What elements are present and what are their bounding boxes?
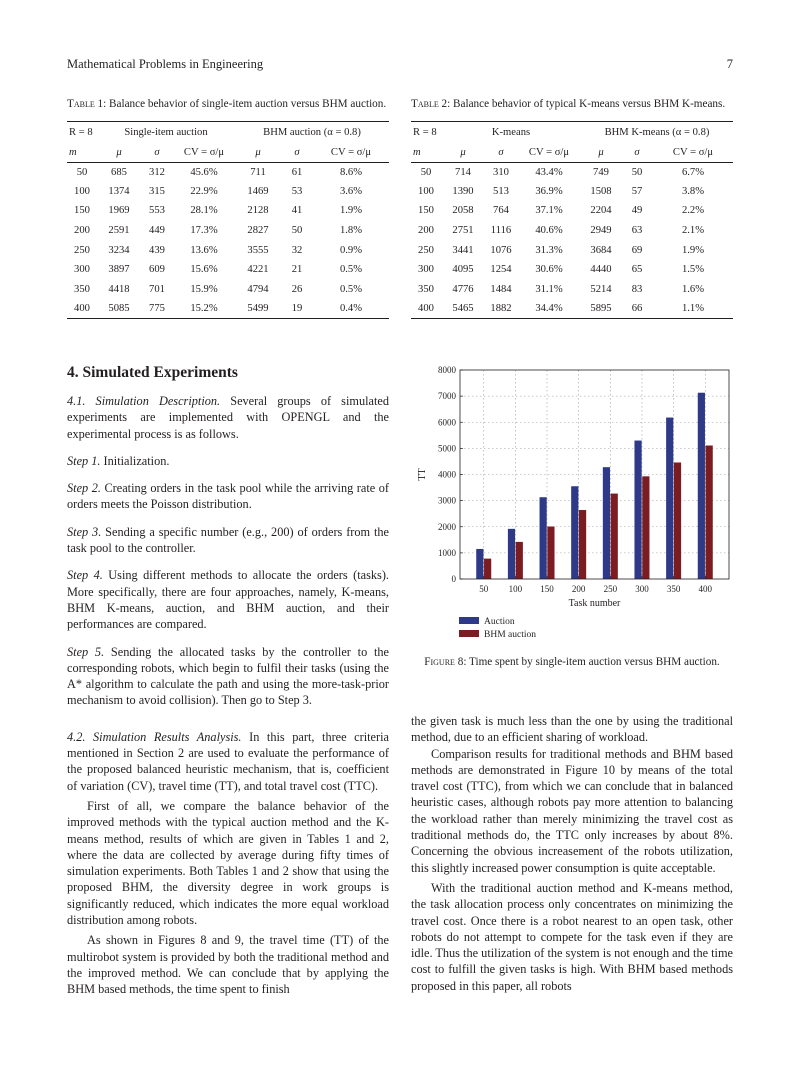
bar-auction	[508, 529, 515, 579]
table2-cell: 40.6%	[535, 225, 563, 237]
table1-group-header	[67, 121, 389, 143]
table1-block	[67, 97, 389, 319]
bar-auction	[571, 486, 578, 579]
table1-column-header	[67, 143, 389, 162]
legend-swatch-bhm-auction	[459, 630, 479, 637]
bar-bhm-auction	[484, 559, 491, 579]
subsection-4-1-text: Several groups of simulated experiments are implemented with OPENGL and the experimental process is as follows.	[67, 394, 389, 441]
table1-cell: 17.3%	[190, 225, 218, 237]
bar-auction	[634, 441, 641, 579]
table2-col-sigma2: σ	[621, 143, 653, 162]
step-1	[67, 453, 389, 469]
journal-title: Mathematical Problems in Engineering	[67, 57, 264, 71]
table1-group-2: BHM auction (α = 0.8)	[235, 121, 389, 143]
section-title: 4. Simulated Experiments	[67, 364, 238, 381]
step-5	[67, 644, 389, 709]
table1-cell: 53	[291, 185, 303, 197]
table1-cell: 315	[149, 185, 165, 197]
table2-row	[411, 299, 733, 319]
table2-cell: 49	[631, 205, 643, 217]
table1-cell: 1374	[108, 185, 130, 197]
table2-cell: 749	[593, 166, 609, 178]
table2-cell: 1116	[490, 225, 512, 237]
table2-cell: 1882	[485, 299, 517, 319]
figure8-chart	[411, 362, 733, 652]
table1-cell: 1.8%	[339, 225, 363, 237]
table1-cell: 41	[291, 205, 303, 217]
bar-auction	[476, 549, 483, 579]
table2-row	[411, 221, 733, 241]
table1-cell: 2128	[247, 205, 269, 217]
table1-cell: 13.6%	[190, 244, 218, 256]
table2-cell: 37.1%	[535, 205, 563, 217]
table2-cell: 31.1%	[535, 283, 563, 295]
table2-cell: 3684	[590, 244, 612, 256]
step-5-text: Sending the allocated tasks by the controller to the corresponding robots, which begin to fulfil their tasks (using the A* algorithm to calculate the path and using the more-task-prior mechanism to avoid collision). Then go to Step 3.	[67, 644, 390, 708]
step-3-label: Step 3.	[67, 524, 102, 539]
legend-label-bhm-auction: BHM auction	[484, 630, 536, 640]
table2-cell: 83	[631, 283, 643, 295]
table1-caption	[67, 97, 389, 112]
table1-col-sigma: σ	[141, 143, 173, 162]
table1-cell: 250	[74, 244, 90, 256]
table1-cell: 5085	[97, 299, 141, 319]
bar-bhm-auction	[579, 510, 586, 579]
table1-cell: 1469	[247, 185, 269, 197]
table2-cell: 300	[418, 264, 434, 276]
table1-cell: 449	[149, 225, 165, 237]
table2-cell: 4095	[452, 264, 474, 276]
x-tick-label: 100	[508, 584, 523, 594]
table2-cell: 3441	[452, 244, 474, 256]
table2-group-header	[411, 121, 733, 143]
figure8-caption	[411, 656, 733, 668]
table1-cell: 15.9%	[190, 283, 218, 295]
table2-cell: 400	[411, 299, 441, 319]
table2-col-sigma: σ	[485, 143, 517, 162]
x-tick-label: 400	[698, 584, 713, 594]
table2-cell: 350	[418, 283, 434, 295]
table1-cell: 0.5%	[339, 264, 363, 276]
bar-auction	[666, 418, 673, 579]
subsection-4-1	[67, 393, 389, 442]
table1-cell: 312	[149, 166, 165, 178]
table1-cell: 4794	[247, 283, 269, 295]
table2-cell: 2751	[452, 225, 474, 237]
table1-cell: 21	[291, 264, 303, 276]
table1-cell: 28.1%	[190, 205, 218, 217]
step-4-label: Step 4.	[67, 568, 103, 583]
step-1-label: Step 1.	[67, 453, 101, 468]
left-column-text	[67, 393, 389, 998]
table1-label: Table 1:	[67, 98, 107, 110]
step-3	[67, 524, 389, 557]
table1-cell: 350	[74, 283, 90, 295]
bar-auction	[540, 497, 547, 579]
step-2	[67, 480, 389, 513]
subsection-4-2-heading: 4.2. Simulation Results Analysis.	[67, 729, 242, 744]
table2-cell: 5465	[441, 299, 485, 319]
table1-cell: 4418	[108, 283, 130, 295]
table1-cell: 1.9%	[339, 205, 363, 217]
table1-cell: 300	[74, 264, 90, 276]
table1-cell: 2591	[108, 225, 130, 237]
bar-bhm-auction	[516, 542, 523, 579]
table1-group-1: Single-item auction	[97, 121, 235, 143]
y-tick-label: 3000	[438, 495, 456, 506]
table2-col-cv2: CV = σ/μ	[653, 143, 733, 162]
table1-cell: 400	[67, 299, 97, 319]
table1-cell: 711	[250, 166, 266, 178]
table1-cell: 100	[74, 185, 90, 197]
step-5-label: Step 5.	[67, 644, 105, 659]
y-tick-label: 4000	[438, 469, 456, 480]
table1-row	[67, 221, 389, 241]
step-4	[67, 567, 389, 632]
table1-cell: 3897	[108, 264, 130, 276]
table2-cell: 65	[631, 264, 643, 276]
table1-cell: 0.5%	[339, 283, 363, 295]
table2-cell: 4440	[590, 264, 612, 276]
table1-cell: 2827	[247, 225, 269, 237]
subsection-4-2-text: In this part, three criteria mentioned in Section 2 are used to evaluate the performance of the proposed balanced heuristic mechanism, that is, coefficient of variation (CV), travel time (TT), and total travel cost (TTC).	[67, 729, 389, 793]
table1-cell: 19	[281, 299, 313, 319]
y-tick-label: 2000	[438, 521, 456, 532]
x-tick-label: 200	[571, 584, 586, 594]
table2-cell: 50	[420, 166, 432, 178]
table1-caption-text: Balance behavior of single-item auction versus BHM auction.	[109, 98, 387, 110]
table2-body	[411, 162, 733, 319]
table1-col-cv: CV = σ/μ	[173, 143, 235, 162]
table1-cell: 8.6%	[339, 166, 363, 178]
table1-cell: 3.6%	[339, 185, 363, 197]
bar-bhm-auction	[642, 476, 649, 579]
legend-label-auction: Auction	[484, 617, 515, 627]
y-tick-label: 1000	[438, 547, 456, 558]
table2-cell: 310	[493, 166, 509, 178]
table2-cell: 150	[418, 205, 434, 217]
y-tick-label: 8000	[438, 365, 456, 375]
table2-row	[411, 260, 733, 280]
table2-cell: 6.7%	[681, 166, 705, 178]
table2-group-1: K-means	[441, 121, 581, 143]
table1-row	[67, 280, 389, 300]
y-axis-label: TT	[417, 468, 428, 481]
table1-cell: 45.6%	[190, 166, 218, 178]
table1-cell: 3234	[108, 244, 130, 256]
paragraph-utilization: With the traditional auction method and K-means method, the task allocation process only concentrates on minimizing the travel cost. Once there is a robot nearest to an open task, other robots do not attempt to compete for the task even if they are idle. Thus the utilization of the system is not enough and the time cost to fulfill the given tasks is high. With BHM based methods proposed in this paper, all robots	[411, 880, 733, 993]
table2-r-label: R = 8	[411, 121, 441, 143]
table2-cell: 1.5%	[681, 264, 705, 276]
table2-cell: 1.1%	[653, 299, 733, 319]
table2-col-mu: μ	[441, 143, 485, 162]
bar-bhm-auction	[611, 494, 618, 579]
table2-cell: 1254	[490, 264, 512, 276]
table2-cell: 714	[455, 166, 471, 178]
table2-cell: 2949	[590, 225, 612, 237]
table1-row	[67, 201, 389, 221]
x-tick-label: 250	[603, 584, 618, 594]
table2-cell: 2204	[590, 205, 612, 217]
table1-cell: 1969	[108, 205, 130, 217]
running-head	[67, 57, 733, 75]
table2-cell: 1484	[490, 283, 512, 295]
table2-label: Table 2:	[411, 98, 451, 110]
table2-column-header	[411, 143, 733, 162]
table1-cell: 61	[291, 166, 303, 178]
table2-cell: 100	[418, 185, 434, 197]
table1-r-label: R = 8	[67, 121, 97, 143]
table1-row	[67, 182, 389, 202]
table2-row	[411, 182, 733, 202]
bar-bhm-auction	[547, 526, 554, 579]
step-4-text: Using different methods to allocate the orders (tasks). More specifically, there are four approaches, namely, K-means, BHM K-means, auction, and BHM auction, and their performances are compared.	[67, 568, 389, 632]
table2-cell: 31.3%	[535, 244, 563, 256]
table1-cell: 200	[74, 225, 90, 237]
subsection-4-2	[67, 729, 389, 794]
table1-col-m: m	[67, 143, 97, 162]
table1-cell: 439	[149, 244, 165, 256]
bar-auction	[698, 393, 705, 579]
step-2-text: Creating orders in the task pool while the arriving rate of orders meets the Poisson distribution.	[67, 481, 389, 512]
table1-cell: 15.2%	[173, 299, 235, 319]
table2-cell: 36.9%	[535, 185, 563, 197]
table1-body	[67, 162, 389, 319]
x-tick-label: 300	[635, 584, 649, 594]
y-tick-label: 7000	[438, 391, 456, 402]
table1-col-sigma2: σ	[281, 143, 313, 162]
table2-cell: 5214	[590, 283, 612, 295]
paragraph-balance: First of all, we compare the balance behavior of the improved methods with the typical auction method and the K-means method, results of which are given in Tables 1 and 2, where the data are collected by average during fifty times of simulation experiments. Both Tables 1 and 2 show that using the proposed BHM, the diversity degree in work groups is significantly reduced, which indicates the more equal workload distribution among robots.	[67, 798, 389, 928]
table1-cell: 0.4%	[313, 299, 389, 319]
table1-col-mu2: μ	[235, 143, 281, 162]
table1-cell: 3555	[247, 244, 269, 256]
table1-row	[67, 162, 389, 182]
table2-cell: 34.4%	[517, 299, 581, 319]
table1-cell: 26	[291, 283, 303, 295]
bar-auction	[603, 467, 610, 579]
table1-row	[67, 260, 389, 280]
figure8-label: Figure 8:	[424, 656, 467, 668]
table2-cell: 250	[418, 244, 434, 256]
table2-caption	[411, 97, 733, 112]
table2-cell: 30.6%	[535, 264, 563, 276]
table2-block	[411, 97, 733, 319]
x-tick-label: 150	[540, 584, 554, 594]
x-tick-label: 50	[479, 584, 489, 594]
table1-cell: 22.9%	[190, 185, 218, 197]
table1-cell: 0.9%	[339, 244, 363, 256]
table2-cell: 3.8%	[681, 185, 705, 197]
y-tick-label: 6000	[438, 417, 456, 428]
bar-bhm-auction	[706, 446, 713, 579]
x-axis-label: Task number	[568, 598, 621, 609]
table2-cell: 69	[631, 244, 643, 256]
table1-cell: 553	[149, 205, 165, 217]
step-3-text: Sending a specific number (e.g., 200) of orders from the task pool to the controller.	[67, 524, 390, 556]
table1-cell: 50	[76, 166, 88, 178]
table2-cell: 2.1%	[681, 225, 705, 237]
x-tick-label: 350	[666, 584, 681, 594]
table2-col-m: m	[411, 143, 441, 162]
table1-cell: 15.6%	[190, 264, 218, 276]
table2-cell: 50	[631, 166, 643, 178]
table1-col-cv2: CV = σ/μ	[313, 143, 389, 162]
table2-col-cv: CV = σ/μ	[517, 143, 581, 162]
table1-cell: 685	[111, 166, 127, 178]
table2	[411, 121, 733, 320]
table1-cell: 50	[291, 225, 303, 237]
table2-group-2: BHM K-means (α = 0.8)	[581, 121, 733, 143]
table1-cell: 150	[74, 205, 90, 217]
table1-cell: 5499	[235, 299, 281, 319]
table2-row	[411, 240, 733, 260]
figure8-caption-text: Time spent by single-item auction versus BHM auction.	[469, 656, 720, 668]
step-1-text: Initialization.	[103, 453, 170, 468]
table2-cell: 1076	[490, 244, 512, 256]
table2-cell: 4776	[452, 283, 474, 295]
table1-row	[67, 299, 389, 319]
table1-row	[67, 240, 389, 260]
table2-cell: 5895	[581, 299, 621, 319]
table1-cell: 609	[149, 264, 165, 276]
table2-row	[411, 201, 733, 221]
table1-col-mu: μ	[97, 143, 141, 162]
y-tick-label: 0	[451, 574, 456, 584]
table2-cell: 1.6%	[681, 283, 705, 295]
figure8-svg	[411, 362, 733, 652]
table2-col-mu2: μ	[581, 143, 621, 162]
legend-swatch-auction	[459, 617, 479, 624]
table2-cell: 43.4%	[535, 166, 563, 178]
table1	[67, 121, 389, 320]
table1-cell: 775	[141, 299, 173, 319]
table2-cell: 1508	[590, 185, 612, 197]
bar-bhm-auction	[674, 462, 681, 579]
paragraph-ttc: Comparison results for traditional methods and BHM based methods are demonstrated in Figure 10 by means of the total travel cost (TTC), from which we can conclude that in balanced heuristic cases, although robots pay more attention to balancing the workload rather than merely minimizing the travel cost as traditional methods do, the TTC only increases by about 8%. Concerning the obvious increasement of the robots utilization, this slightly increased power consumption is quite acceptable.	[411, 746, 733, 875]
table2-cell: 200	[418, 225, 434, 237]
table2-caption-text: Balance behavior of typical K-means versus BHM K-means.	[453, 98, 726, 110]
table2-row	[411, 162, 733, 182]
subsection-4-1-heading: 4.1. Simulation Description.	[67, 394, 221, 408]
table2-cell: 764	[493, 205, 509, 217]
table1-cell: 701	[149, 283, 165, 295]
table2-cell: 2058	[452, 205, 474, 217]
table2-cell: 2.2%	[681, 205, 705, 217]
paragraph-travel-time: As shown in Figures 8 and 9, the travel time (TT) of the multirobot system is provided by both the traditional method and the improved method. We can conclude that by applying the BHM based methods, the time spent to finish	[67, 933, 389, 997]
table2-cell: 63	[631, 225, 643, 237]
table1-cell: 32	[291, 244, 303, 256]
table2-cell: 57	[631, 185, 643, 197]
table2-row	[411, 280, 733, 300]
table2-cell: 1390	[452, 185, 474, 197]
page-number: 7	[726, 57, 733, 71]
y-tick-label: 5000	[438, 443, 456, 454]
table2-cell: 1.9%	[681, 244, 705, 256]
paragraph-given-task: the given task is much less than the one by using the traditional method, due to an efficient sharing of workload.	[411, 714, 733, 745]
table1-cell: 4221	[247, 264, 269, 276]
step-2-label: Step 2.	[67, 481, 101, 496]
right-column-text	[411, 713, 733, 994]
table2-cell: 66	[621, 299, 653, 319]
table2-cell: 513	[493, 185, 509, 197]
